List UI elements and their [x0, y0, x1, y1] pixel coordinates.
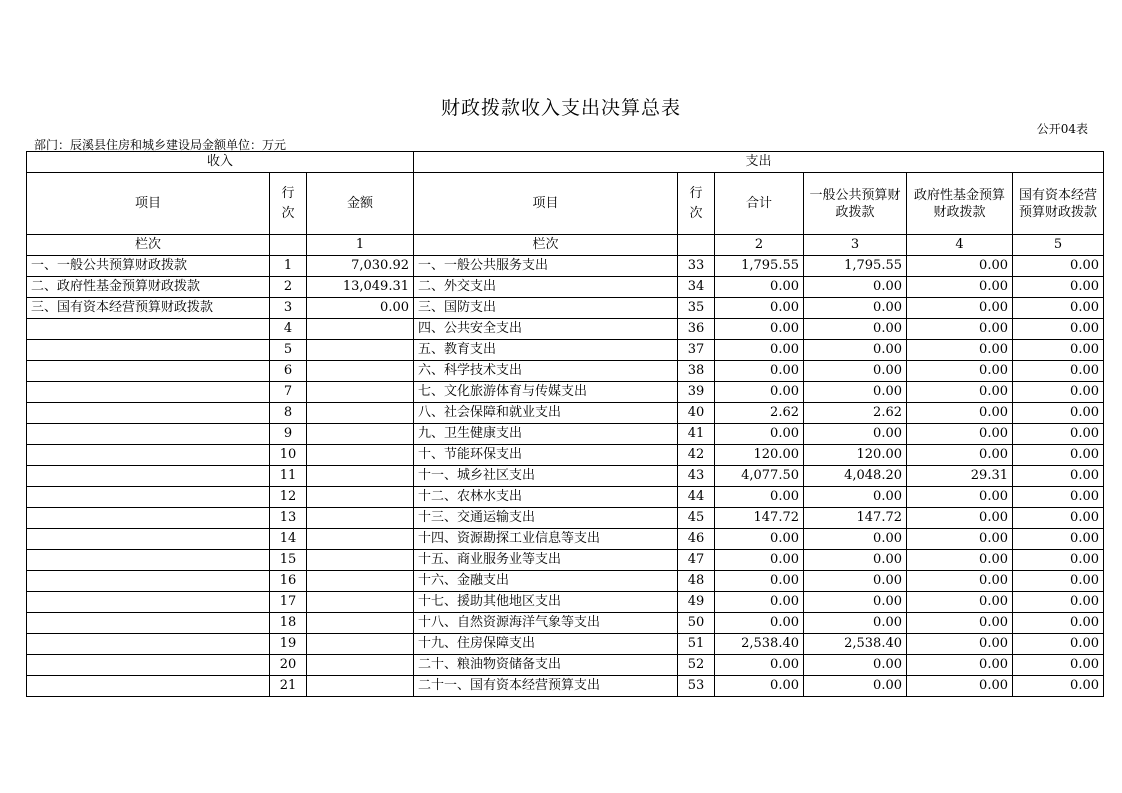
- total-cell: 0.00: [715, 592, 804, 613]
- income-amount-cell: 7,030.92: [307, 256, 414, 277]
- expense-item-cell: 十七、援助其他地区支出: [414, 592, 678, 613]
- expense-item-cell: 二十一、国有资本经营预算支出: [414, 676, 678, 697]
- expense-row-no-cell: 53: [678, 676, 715, 697]
- fund-budget-cell: 0.00: [907, 655, 1013, 676]
- income-item-cell: [27, 340, 270, 361]
- total-cell: 120.00: [715, 445, 804, 466]
- expense-row-no-cell: 38: [678, 361, 715, 382]
- general-budget-cell: 0.00: [804, 571, 907, 592]
- income-amount-cell: [307, 445, 414, 466]
- table-row: [27, 319, 1104, 340]
- expense-row-no-cell: 43: [678, 466, 715, 487]
- expense-item-cell: 十二、农林水支出: [414, 487, 678, 508]
- colnum-label-left: 栏次: [27, 235, 270, 256]
- income-item-cell: 二、政府性基金预算财政拨款: [27, 277, 270, 298]
- expense-row-no-cell: 40: [678, 403, 715, 424]
- income-amount-cell: 13,049.31: [307, 277, 414, 298]
- income-amount-cell: [307, 487, 414, 508]
- expense-item-cell: 一、一般公共服务支出: [414, 256, 678, 277]
- colnum-3: 3: [804, 235, 907, 256]
- table-row: [27, 340, 1104, 361]
- expense-row-no-cell: 51: [678, 634, 715, 655]
- income-row-no-header: 行次: [270, 173, 307, 235]
- total-cell: 0.00: [715, 655, 804, 676]
- state-capital-cell: 0.00: [1013, 298, 1104, 319]
- total-cell: 2.62: [715, 403, 804, 424]
- table-row: [27, 298, 1104, 319]
- income-amount-cell: [307, 340, 414, 361]
- total-cell: 0.00: [715, 340, 804, 361]
- income-row-no-cell: 18: [270, 613, 307, 634]
- income-row-no-cell: 17: [270, 592, 307, 613]
- state-capital-cell: 0.00: [1013, 592, 1104, 613]
- income-row-no-cell: 16: [270, 571, 307, 592]
- total-cell: 0.00: [715, 676, 804, 697]
- income-item-cell: [27, 466, 270, 487]
- general-budget-cell: 1,795.55: [804, 256, 907, 277]
- state-capital-cell: 0.00: [1013, 487, 1104, 508]
- expense-item-cell: 二、外交支出: [414, 277, 678, 298]
- table-row: [27, 361, 1104, 382]
- table-row: [27, 550, 1104, 571]
- income-row-no-cell: 7: [270, 382, 307, 403]
- income-item-cell: [27, 634, 270, 655]
- expense-row-no-cell: 45: [678, 508, 715, 529]
- expense-item-cell: 十、节能环保支出: [414, 445, 678, 466]
- state-capital-cell: 0.00: [1013, 655, 1104, 676]
- section-header-row: [27, 152, 1104, 173]
- general-budget-cell: 0.00: [804, 382, 907, 403]
- income-item-cell: [27, 676, 270, 697]
- income-amount-cell: [307, 361, 414, 382]
- income-item-cell: [27, 529, 270, 550]
- total-cell: 0.00: [715, 487, 804, 508]
- income-item-cell: [27, 361, 270, 382]
- general-budget-cell: 0.00: [804, 592, 907, 613]
- fund-budget-cell: 0.00: [907, 550, 1013, 571]
- total-cell: 0.00: [715, 277, 804, 298]
- state-capital-cell: 0.00: [1013, 361, 1104, 382]
- expense-row-no-cell: 44: [678, 487, 715, 508]
- expense-row-no-cell: 35: [678, 298, 715, 319]
- expense-row-no-cell: 46: [678, 529, 715, 550]
- income-item-cell: [27, 571, 270, 592]
- income-row-no-cell: 1: [270, 256, 307, 277]
- income-item-cell: [27, 424, 270, 445]
- total-cell: 0.00: [715, 298, 804, 319]
- income-amount-header: 金额: [307, 173, 414, 235]
- fund-budget-cell: 0.00: [907, 634, 1013, 655]
- expense-item-cell: 五、教育支出: [414, 340, 678, 361]
- table-row: [27, 613, 1104, 634]
- column-header-row: [27, 173, 1104, 235]
- general-budget-cell: 0.00: [804, 319, 907, 340]
- form-code: 公开04表: [1036, 122, 1088, 136]
- expense-row-no-cell: 42: [678, 445, 715, 466]
- colnum-label-right: 栏次: [414, 235, 678, 256]
- fund-budget-cell: 0.00: [907, 487, 1013, 508]
- income-row-no-cell: 14: [270, 529, 307, 550]
- income-amount-cell: [307, 592, 414, 613]
- table-row: [27, 508, 1104, 529]
- colnum-empty: [270, 235, 307, 256]
- income-amount-cell: [307, 508, 414, 529]
- fund-budget-cell: 0.00: [907, 445, 1013, 466]
- expense-item-cell: 十一、城乡社区支出: [414, 466, 678, 487]
- fund-budget-cell: 0.00: [907, 592, 1013, 613]
- colnum-5: 5: [1013, 235, 1104, 256]
- income-row-no-cell: 6: [270, 361, 307, 382]
- expense-item-cell: 四、公共安全支出: [414, 319, 678, 340]
- income-item-cell: [27, 319, 270, 340]
- fund-budget-cell: 0.00: [907, 340, 1013, 361]
- total-cell: 0.00: [715, 382, 804, 403]
- fund-budget-cell: 0.00: [907, 361, 1013, 382]
- total-header: 合计: [715, 173, 804, 235]
- fund-budget-cell: 0.00: [907, 277, 1013, 298]
- state-capital-cell: 0.00: [1013, 466, 1104, 487]
- table-row: [27, 676, 1104, 697]
- fund-budget-cell: 0.00: [907, 424, 1013, 445]
- general-budget-cell: 0.00: [804, 676, 907, 697]
- total-cell: 0.00: [715, 550, 804, 571]
- expense-row-no-cell: 37: [678, 340, 715, 361]
- general-budget-cell: 2.62: [804, 403, 907, 424]
- state-capital-cell: 0.00: [1013, 676, 1104, 697]
- expense-section-header: 支出: [414, 152, 1104, 173]
- expense-row-no-cell: 47: [678, 550, 715, 571]
- colnum-empty: [678, 235, 715, 256]
- income-item-cell: [27, 382, 270, 403]
- fund-budget-cell: 0.00: [907, 571, 1013, 592]
- fund-budget-cell: 0.00: [907, 298, 1013, 319]
- expense-row-no-cell: 33: [678, 256, 715, 277]
- income-row-no-cell: 8: [270, 403, 307, 424]
- income-amount-cell: [307, 403, 414, 424]
- income-row-no-cell: 12: [270, 487, 307, 508]
- general-budget-cell: 147.72: [804, 508, 907, 529]
- income-row-no-cell: 20: [270, 655, 307, 676]
- total-cell: 0.00: [715, 529, 804, 550]
- income-item-cell: [27, 655, 270, 676]
- income-amount-cell: [307, 424, 414, 445]
- income-item-cell: [27, 403, 270, 424]
- expense-item-cell: 七、文化旅游体育与传媒支出: [414, 382, 678, 403]
- expense-item-cell: 十九、住房保障支出: [414, 634, 678, 655]
- expense-item-cell: 三、国防支出: [414, 298, 678, 319]
- state-capital-cell: 0.00: [1013, 256, 1104, 277]
- income-row-no-cell: 4: [270, 319, 307, 340]
- income-row-no-cell: 19: [270, 634, 307, 655]
- general-budget-cell: 0.00: [804, 550, 907, 571]
- expense-item-cell: 十六、金融支出: [414, 571, 678, 592]
- expense-row-no-cell: 34: [678, 277, 715, 298]
- expense-row-no-header: 行次: [678, 173, 715, 235]
- income-amount-cell: [307, 613, 414, 634]
- income-row-no-cell: 13: [270, 508, 307, 529]
- expense-row-no-cell: 41: [678, 424, 715, 445]
- general-budget-cell: 0.00: [804, 277, 907, 298]
- income-amount-cell: 0.00: [307, 298, 414, 319]
- state-capital-cell: 0.00: [1013, 277, 1104, 298]
- state-capital-cell: 0.00: [1013, 613, 1104, 634]
- income-item-cell: [27, 550, 270, 571]
- general-budget-cell: 0.00: [804, 424, 907, 445]
- total-cell: 0.00: [715, 361, 804, 382]
- expense-item-cell: 十五、商业服务业等支出: [414, 550, 678, 571]
- colnum-4: 4: [907, 235, 1013, 256]
- general-budget-cell: 0.00: [804, 655, 907, 676]
- income-amount-cell: [307, 550, 414, 571]
- state-capital-cell: 0.00: [1013, 340, 1104, 361]
- income-item-cell: [27, 613, 270, 634]
- general-budget-cell: 0.00: [804, 487, 907, 508]
- page-title: 财政拨款收入支出决算总表: [440, 97, 681, 119]
- total-cell: 2,538.40: [715, 634, 804, 655]
- income-row-no-cell: 2: [270, 277, 307, 298]
- expense-item-cell: 二十、粮油物资储备支出: [414, 655, 678, 676]
- income-item-header: 项目: [27, 173, 270, 235]
- state-capital-cell: 0.00: [1013, 319, 1104, 340]
- income-row-no-cell: 3: [270, 298, 307, 319]
- fund-budget-cell: 0.00: [907, 256, 1013, 277]
- state-capital-cell: 0.00: [1013, 571, 1104, 592]
- total-cell: 0.00: [715, 571, 804, 592]
- income-row-no-cell: 9: [270, 424, 307, 445]
- expense-item-cell: 十四、资源勘探工业信息等支出: [414, 529, 678, 550]
- fund-budget-header: 政府性基金预算财政拨款: [907, 173, 1013, 235]
- total-cell: 0.00: [715, 613, 804, 634]
- table-row: [27, 277, 1104, 298]
- state-capital-header: 国有资本经营预算财政拨款: [1013, 173, 1104, 235]
- income-item-cell: [27, 487, 270, 508]
- income-amount-cell: [307, 571, 414, 592]
- expense-item-cell: 六、科学技术支出: [414, 361, 678, 382]
- table-row: [27, 424, 1104, 445]
- expense-item-cell: 八、社会保障和就业支出: [414, 403, 678, 424]
- income-amount-cell: [307, 634, 414, 655]
- state-capital-cell: 0.00: [1013, 634, 1104, 655]
- state-capital-cell: 0.00: [1013, 382, 1104, 403]
- total-cell: 4,077.50: [715, 466, 804, 487]
- fund-budget-cell: 0.00: [907, 508, 1013, 529]
- general-budget-cell: 0.00: [804, 298, 907, 319]
- income-row-no-cell: 21: [270, 676, 307, 697]
- general-budget-cell: 0.00: [804, 340, 907, 361]
- fund-budget-cell: 0.00: [907, 676, 1013, 697]
- expense-row-no-cell: 49: [678, 592, 715, 613]
- table-row: [27, 571, 1104, 592]
- expense-row-no-cell: 36: [678, 319, 715, 340]
- table-row: [27, 592, 1104, 613]
- department-unit-line: 部门：辰溪县住房和城乡建设局金额单位：万元: [34, 138, 287, 152]
- colnum-1: 1: [307, 235, 414, 256]
- income-item-cell: 一、一般公共预算财政拨款: [27, 256, 270, 277]
- income-item-cell: 三、国有资本经营预算财政拨款: [27, 298, 270, 319]
- income-row-no-cell: 11: [270, 466, 307, 487]
- table-row: [27, 529, 1104, 550]
- state-capital-cell: 0.00: [1013, 550, 1104, 571]
- table-row: [27, 256, 1104, 277]
- general-budget-cell: 0.00: [804, 361, 907, 382]
- income-row-no-cell: 10: [270, 445, 307, 466]
- income-amount-cell: [307, 676, 414, 697]
- state-capital-cell: 0.00: [1013, 424, 1104, 445]
- total-cell: 1,795.55: [715, 256, 804, 277]
- fund-budget-cell: 0.00: [907, 382, 1013, 403]
- general-budget-header: 一般公共预算财政拨款: [804, 173, 907, 235]
- expense-item-cell: 十八、自然资源海洋气象等支出: [414, 613, 678, 634]
- income-amount-cell: [307, 655, 414, 676]
- table-row: [27, 634, 1104, 655]
- income-amount-cell: [307, 319, 414, 340]
- income-amount-cell: [307, 466, 414, 487]
- total-cell: 147.72: [715, 508, 804, 529]
- state-capital-cell: 0.00: [1013, 508, 1104, 529]
- fund-budget-cell: 0.00: [907, 319, 1013, 340]
- fiscal-summary-table: [26, 151, 1104, 697]
- table-row: [27, 403, 1104, 424]
- total-cell: 0.00: [715, 319, 804, 340]
- table-row: [27, 466, 1104, 487]
- general-budget-cell: 4,048.20: [804, 466, 907, 487]
- income-amount-cell: [307, 529, 414, 550]
- expense-item-header: 项目: [414, 173, 678, 235]
- table-row: [27, 655, 1104, 676]
- column-number-row: [27, 235, 1104, 256]
- table-row: [27, 445, 1104, 466]
- income-row-no-cell: 15: [270, 550, 307, 571]
- expense-row-no-cell: 50: [678, 613, 715, 634]
- fund-budget-cell: 0.00: [907, 403, 1013, 424]
- fund-budget-cell: 0.00: [907, 613, 1013, 634]
- general-budget-cell: 0.00: [804, 529, 907, 550]
- expense-item-cell: 十三、交通运输支出: [414, 508, 678, 529]
- income-row-no-cell: 5: [270, 340, 307, 361]
- general-budget-cell: 0.00: [804, 613, 907, 634]
- expense-row-no-cell: 39: [678, 382, 715, 403]
- income-amount-cell: [307, 382, 414, 403]
- income-item-cell: [27, 508, 270, 529]
- fund-budget-cell: 29.31: [907, 466, 1013, 487]
- total-cell: 0.00: [715, 424, 804, 445]
- expense-row-no-cell: 52: [678, 655, 715, 676]
- income-item-cell: [27, 445, 270, 466]
- general-budget-cell: 2,538.40: [804, 634, 907, 655]
- fund-budget-cell: 0.00: [907, 529, 1013, 550]
- state-capital-cell: 0.00: [1013, 445, 1104, 466]
- income-section-header: 收入: [27, 152, 414, 173]
- state-capital-cell: 0.00: [1013, 403, 1104, 424]
- table-row: [27, 382, 1104, 403]
- expense-row-no-cell: 48: [678, 571, 715, 592]
- income-item-cell: [27, 592, 270, 613]
- table-row: [27, 487, 1104, 508]
- expense-item-cell: 九、卫生健康支出: [414, 424, 678, 445]
- colnum-2: 2: [715, 235, 804, 256]
- state-capital-cell: 0.00: [1013, 529, 1104, 550]
- general-budget-cell: 120.00: [804, 445, 907, 466]
